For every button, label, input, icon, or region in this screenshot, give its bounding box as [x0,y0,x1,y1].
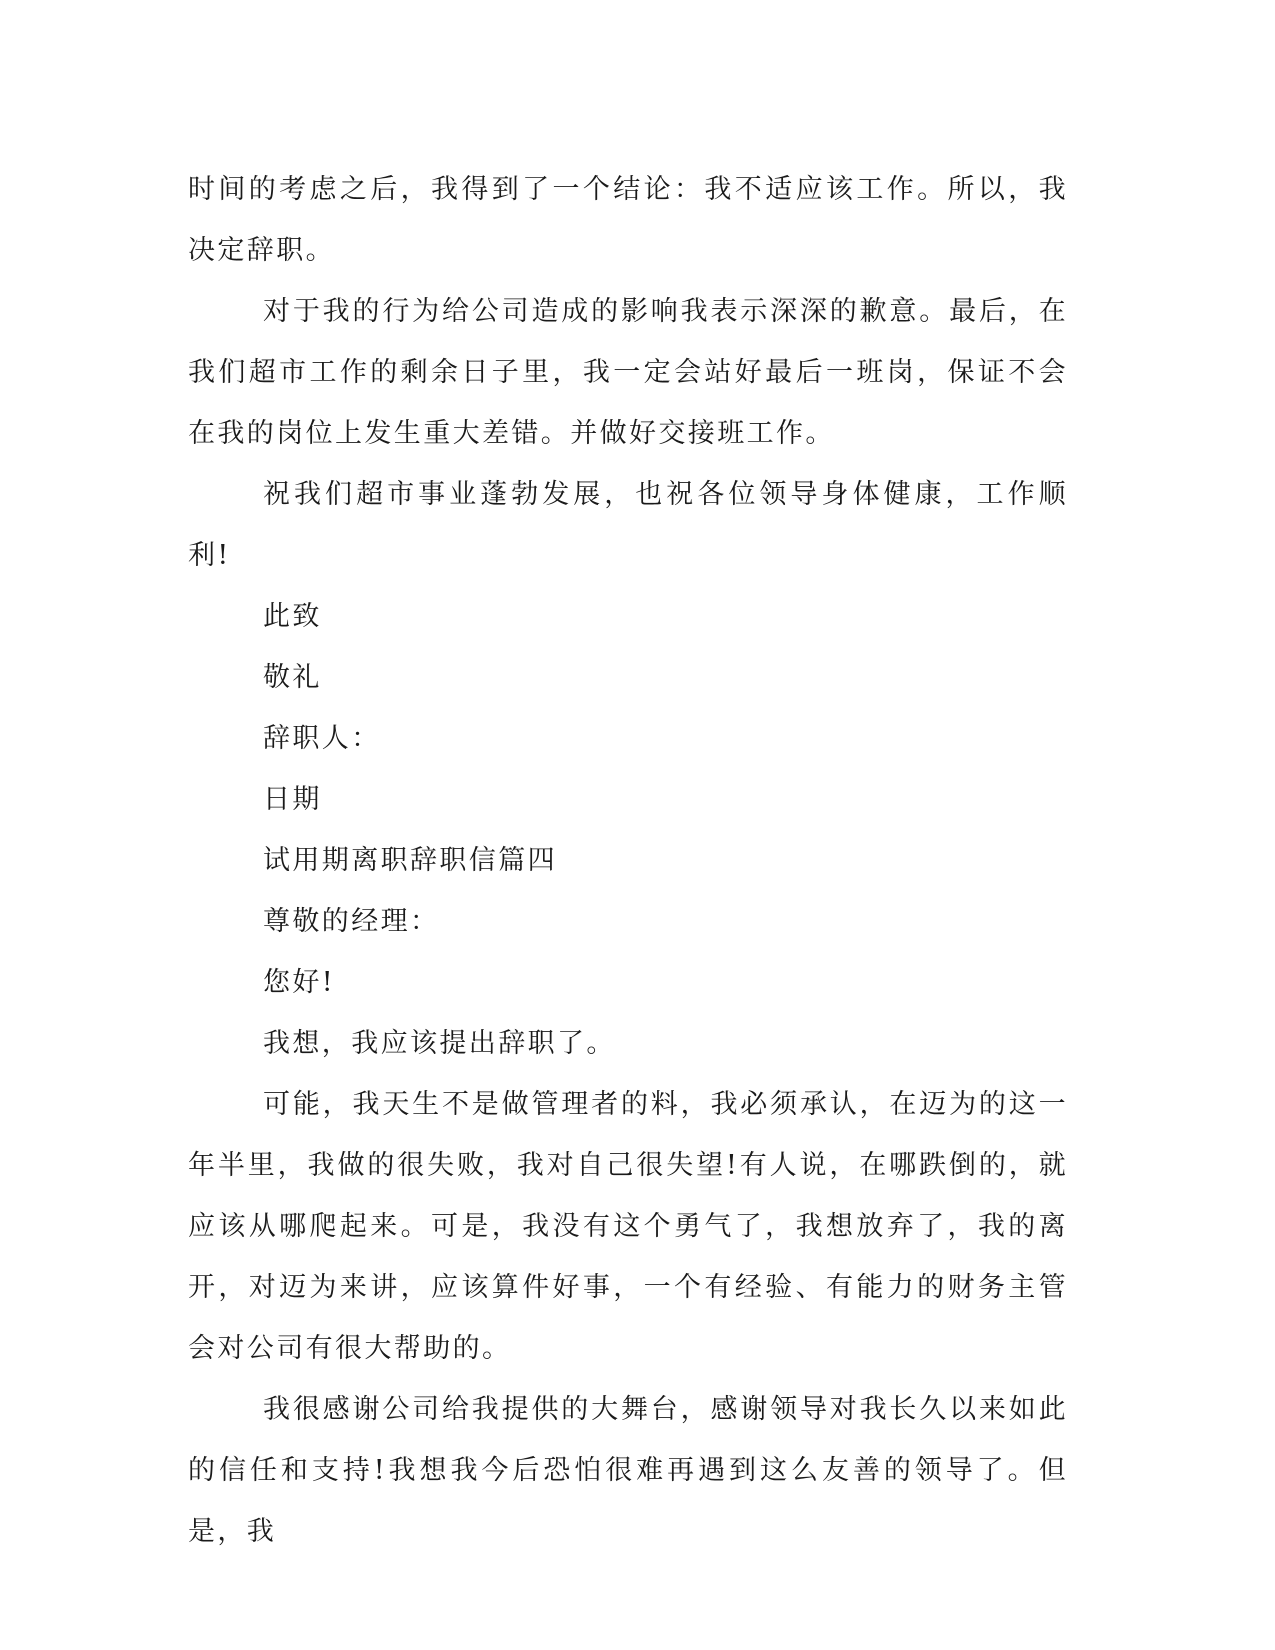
paragraph-continued: 时间的考虑之后，我得到了一个结论：我不适应该工作。所以，我决定辞职。 [188,174,1068,266]
closing-salutation: 此致 [263,601,322,632]
closing-regards: 敬礼 [263,662,322,693]
greeting: 您好! [263,967,336,998]
letter-salutation: 尊敬的经理： [263,906,440,937]
paragraph-wishes: 祝我们超市事业蓬勃发展，也祝各位领导身体健康，工作顺利! [188,479,1068,571]
paragraph-thanks: 我很感谢公司给我提供的大舞台，感谢领导对我长久以来如此的信任和支持!我想我今后恐怕很难再遇到这么友善的领导了。但是，我 [188,1394,1068,1547]
paragraph-resign-intent: 我想，我应该提出辞职了。 [263,1028,616,1059]
paragraph-apology: 对于我的行为给公司造成的影响我表示深深的歉意。最后，在我们超市工作的剩余日子里，我一定会站好最后一班岗，保证不会在我的岗位上发生重大差错。并做好交接班工作。 [188,296,1068,449]
paragraph-reason: 可能，我天生不是做管理者的料，我必须承认，在迈为的这一年半里，我做的很失败，我对自己很失望!有人说，在哪跌倒的，就应该从哪爬起来。可是，我没有这个勇气了，我想放弃了，我的离开，对迈为来讲，应该算件好事，一个有经验、有能力的财务主管会对公司有很大帮助的。 [188,1089,1068,1364]
signature-line: 辞职人： [263,723,381,754]
document-body [188,159,1068,1562]
date-line: 日期 [263,784,322,815]
section-title: 试用期离职辞职信篇四 [263,845,557,876]
